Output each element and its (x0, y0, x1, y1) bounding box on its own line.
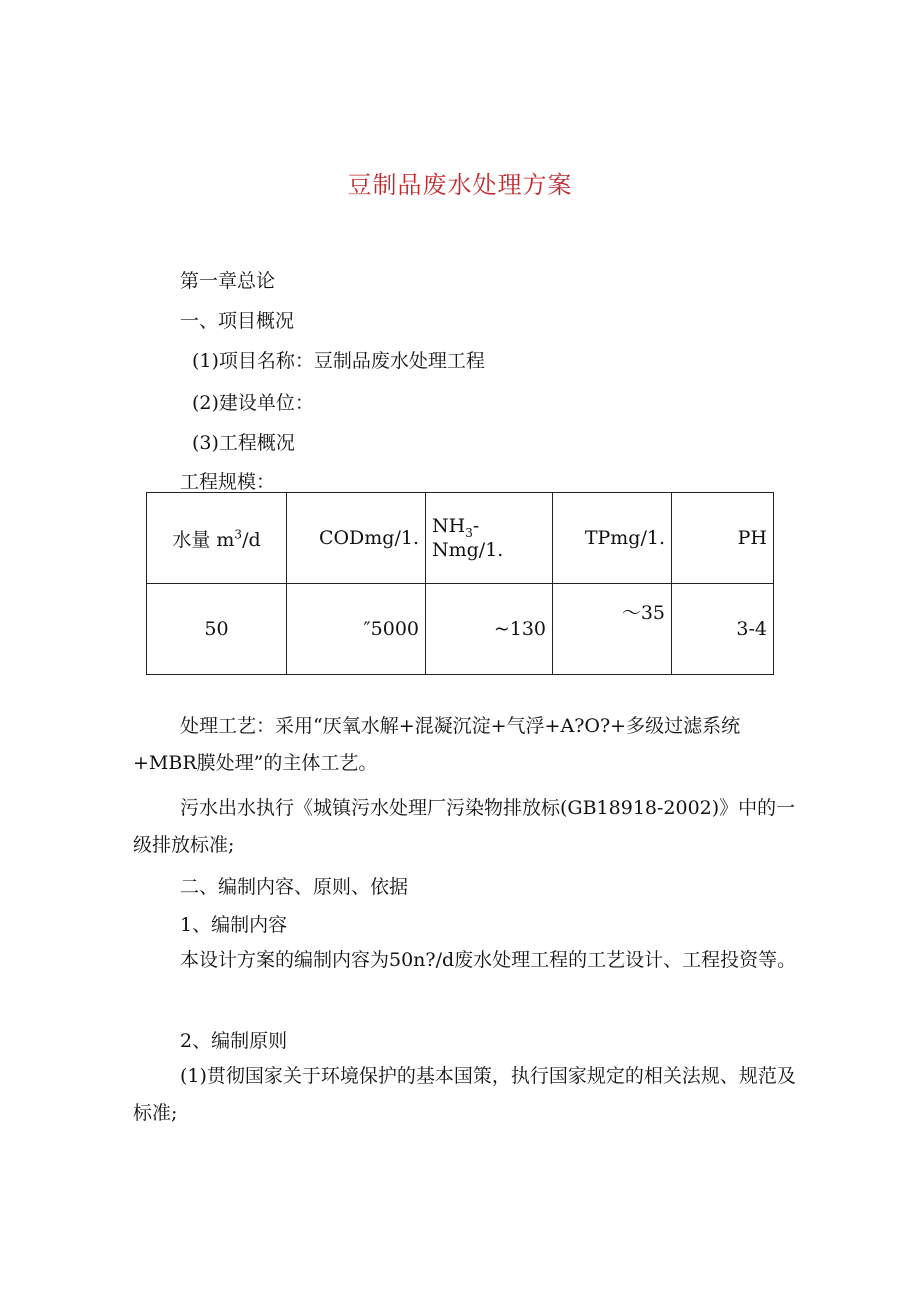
header-ph: PH (672, 493, 774, 584)
content-paragraph: 本设计方案的编制内容为50n?/d废水处理工程的工艺设计、工程投资等。 (180, 949, 797, 971)
header-nh3n: $NH_3-Nmg/1$. (426, 493, 553, 584)
header-tp: TPmg/1. (553, 493, 672, 584)
subheading-principles: 2、编制原则 (180, 1030, 288, 1052)
value-tp: ～35 (553, 584, 672, 675)
principle-paragraph: (1)贯彻国家关于环境保护的基本国策，执行国家规定的相关法规、规范及标准; (133, 1065, 796, 1124)
item-project-name: (1)项目名称：豆制品废水处理工程 (192, 350, 485, 372)
document-title: 豆制品废水处理方案 (347, 171, 573, 199)
scale-label: 工程规模： (180, 471, 276, 493)
subheading-content: 1、编制内容 (180, 914, 288, 936)
item-project-overview: (3)工程概况 (192, 432, 295, 454)
value-nh3n: ~130 (426, 584, 553, 675)
section-heading-overview: 一、项目概况 (180, 310, 295, 332)
value-cod: ″5000 (287, 584, 426, 675)
table-header-row (147, 493, 774, 584)
item-construction-unit: (2)建设单位： (192, 392, 314, 414)
scale-table (146, 492, 774, 675)
section-heading-compilation: 二、编制内容、原则、依据 (180, 876, 409, 898)
header-cod: CODmg/1. (287, 493, 426, 584)
table-row (147, 584, 774, 675)
header-flow: 水量 $m^3/d$ (147, 493, 287, 584)
chapter-heading: 第一章总论 (180, 270, 276, 292)
value-flow: 50 (147, 584, 287, 675)
discharge-paragraph: 污水出水执行《城镇污水处理厂污染物排放标(GB18918-2002)》中的一级排放标准; (133, 797, 796, 856)
process-paragraph: 处理工艺：采用“厌氧水解+混凝沉淀+气浮+A?O?+多级过滤系统+MBR膜处理”的主体工艺。 (133, 715, 741, 774)
value-ph: 3-4 (672, 584, 774, 675)
